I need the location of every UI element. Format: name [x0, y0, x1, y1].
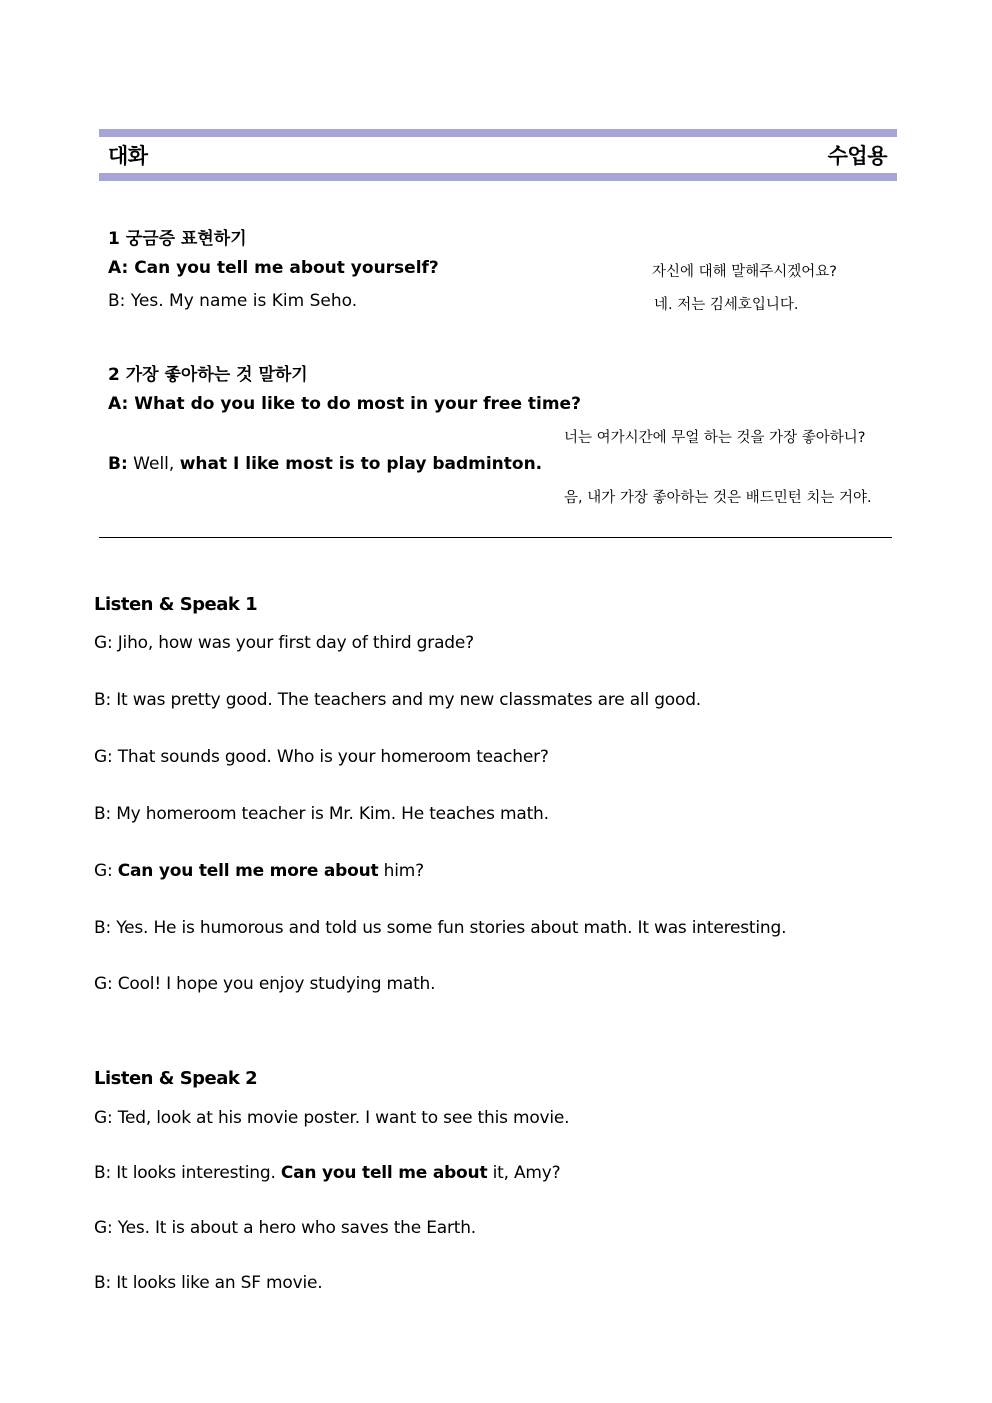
speaker-label: B: — [108, 454, 128, 474]
dialogue-line — [94, 1218, 476, 1238]
dialogue-prefix: Well, — [133, 454, 175, 474]
usage-tag: 수업용 — [827, 144, 887, 168]
dialogue-line — [94, 804, 549, 824]
dialogue-text: It was pretty good. The teachers and my new classmates are all good. — [116, 690, 701, 710]
dialogue-line — [94, 690, 701, 710]
dialogue-text: It looks interesting. — [116, 1163, 276, 1183]
speaker-label: B: — [94, 1273, 111, 1293]
dialogue-text: it, Amy? — [492, 1163, 561, 1183]
dialogue-text: Jiho, how was your first day of third grade? — [117, 633, 474, 653]
speaker-label: B: — [94, 804, 111, 824]
speaker-label: A: — [108, 258, 129, 278]
section-divider — [99, 537, 892, 538]
speaker-label: B: — [94, 1163, 111, 1183]
expression-2-translation-b: 음, 내가 가장 좋아하는 것은 배드민턴 치는 거야. — [564, 490, 872, 506]
dialogue-line — [94, 1108, 569, 1128]
dialogue-text: Yes. He is humorous and told us some fun stories about math. It was interesting. — [116, 918, 787, 938]
dialogue-key-expression: what I like most is to play badminton. — [179, 454, 543, 474]
speaker-label: A: — [108, 394, 129, 414]
expression-heading-1: 1 궁금증 표현하기 — [108, 229, 247, 249]
dialogue-text: My homeroom teacher is Mr. Kim. He teaches math. — [116, 804, 549, 824]
dialogue-text: Can you tell me about yourself? — [134, 258, 439, 278]
dialogue-key-expression: Can you tell me about — [280, 1163, 488, 1183]
dialogue-line — [94, 918, 786, 938]
dialogue-text: Yes. My name is Kim Seho. — [130, 291, 358, 311]
speaker-label: G: — [94, 1218, 113, 1238]
expression-2-translation-a: 너는 여가시간에 무얼 하는 것을 가장 좋아하니? — [564, 430, 866, 446]
dialogue-text: Yes. It is about a hero who saves the Earth. — [117, 1218, 477, 1238]
expression-2-line-b — [108, 454, 542, 474]
section-title-listen-speak-1: Listen & Speak 1 — [94, 594, 258, 615]
dialogue-text: him? — [383, 861, 424, 881]
speaker-label: G: — [94, 974, 113, 994]
dialogue-key-expression: Can you tell me more about — [117, 861, 379, 881]
speaker-label: G: — [94, 861, 113, 881]
dialogue-line — [94, 1273, 322, 1293]
section-title-listen-speak-2: Listen & Speak 2 — [94, 1068, 258, 1089]
dialogue-line — [94, 861, 424, 881]
dialogue-line — [94, 747, 549, 767]
expression-1-line-a — [108, 258, 439, 278]
dialogue-line — [94, 1163, 560, 1183]
speaker-label: G: — [94, 747, 113, 767]
expression-1-translation-b: 네. 저는 김세호입니다. — [654, 297, 799, 313]
speaker-label: G: — [94, 633, 113, 653]
dialogue-line — [94, 633, 474, 653]
header-bar-bottom — [99, 173, 897, 181]
speaker-label: B: — [94, 918, 111, 938]
dialogue-text: What do you like to do most in your free time? — [134, 394, 581, 414]
speaker-label: B: — [108, 291, 126, 311]
expression-1-translation-a: 자신에 대해 말해주시겠어요? — [652, 264, 837, 280]
dialogue-line — [94, 974, 435, 994]
expression-heading-2: 2 가장 좋아하는 것 말하기 — [108, 365, 308, 385]
header-bar-top — [99, 129, 897, 137]
dialogue-text: Cool! I hope you enjoy studying math. — [117, 974, 436, 994]
expression-2-line-a — [108, 394, 581, 414]
dialogue-text: Ted, look at his movie poster. I want to see this movie. — [117, 1108, 570, 1128]
dialogue-text: It looks like an SF movie. — [116, 1273, 323, 1293]
expression-1-line-b — [108, 291, 357, 311]
page-title: 대화 — [108, 144, 148, 168]
speaker-label: G: — [94, 1108, 113, 1128]
speaker-label: B: — [94, 690, 111, 710]
dialogue-text: That sounds good. Who is your homeroom teacher? — [117, 747, 549, 767]
